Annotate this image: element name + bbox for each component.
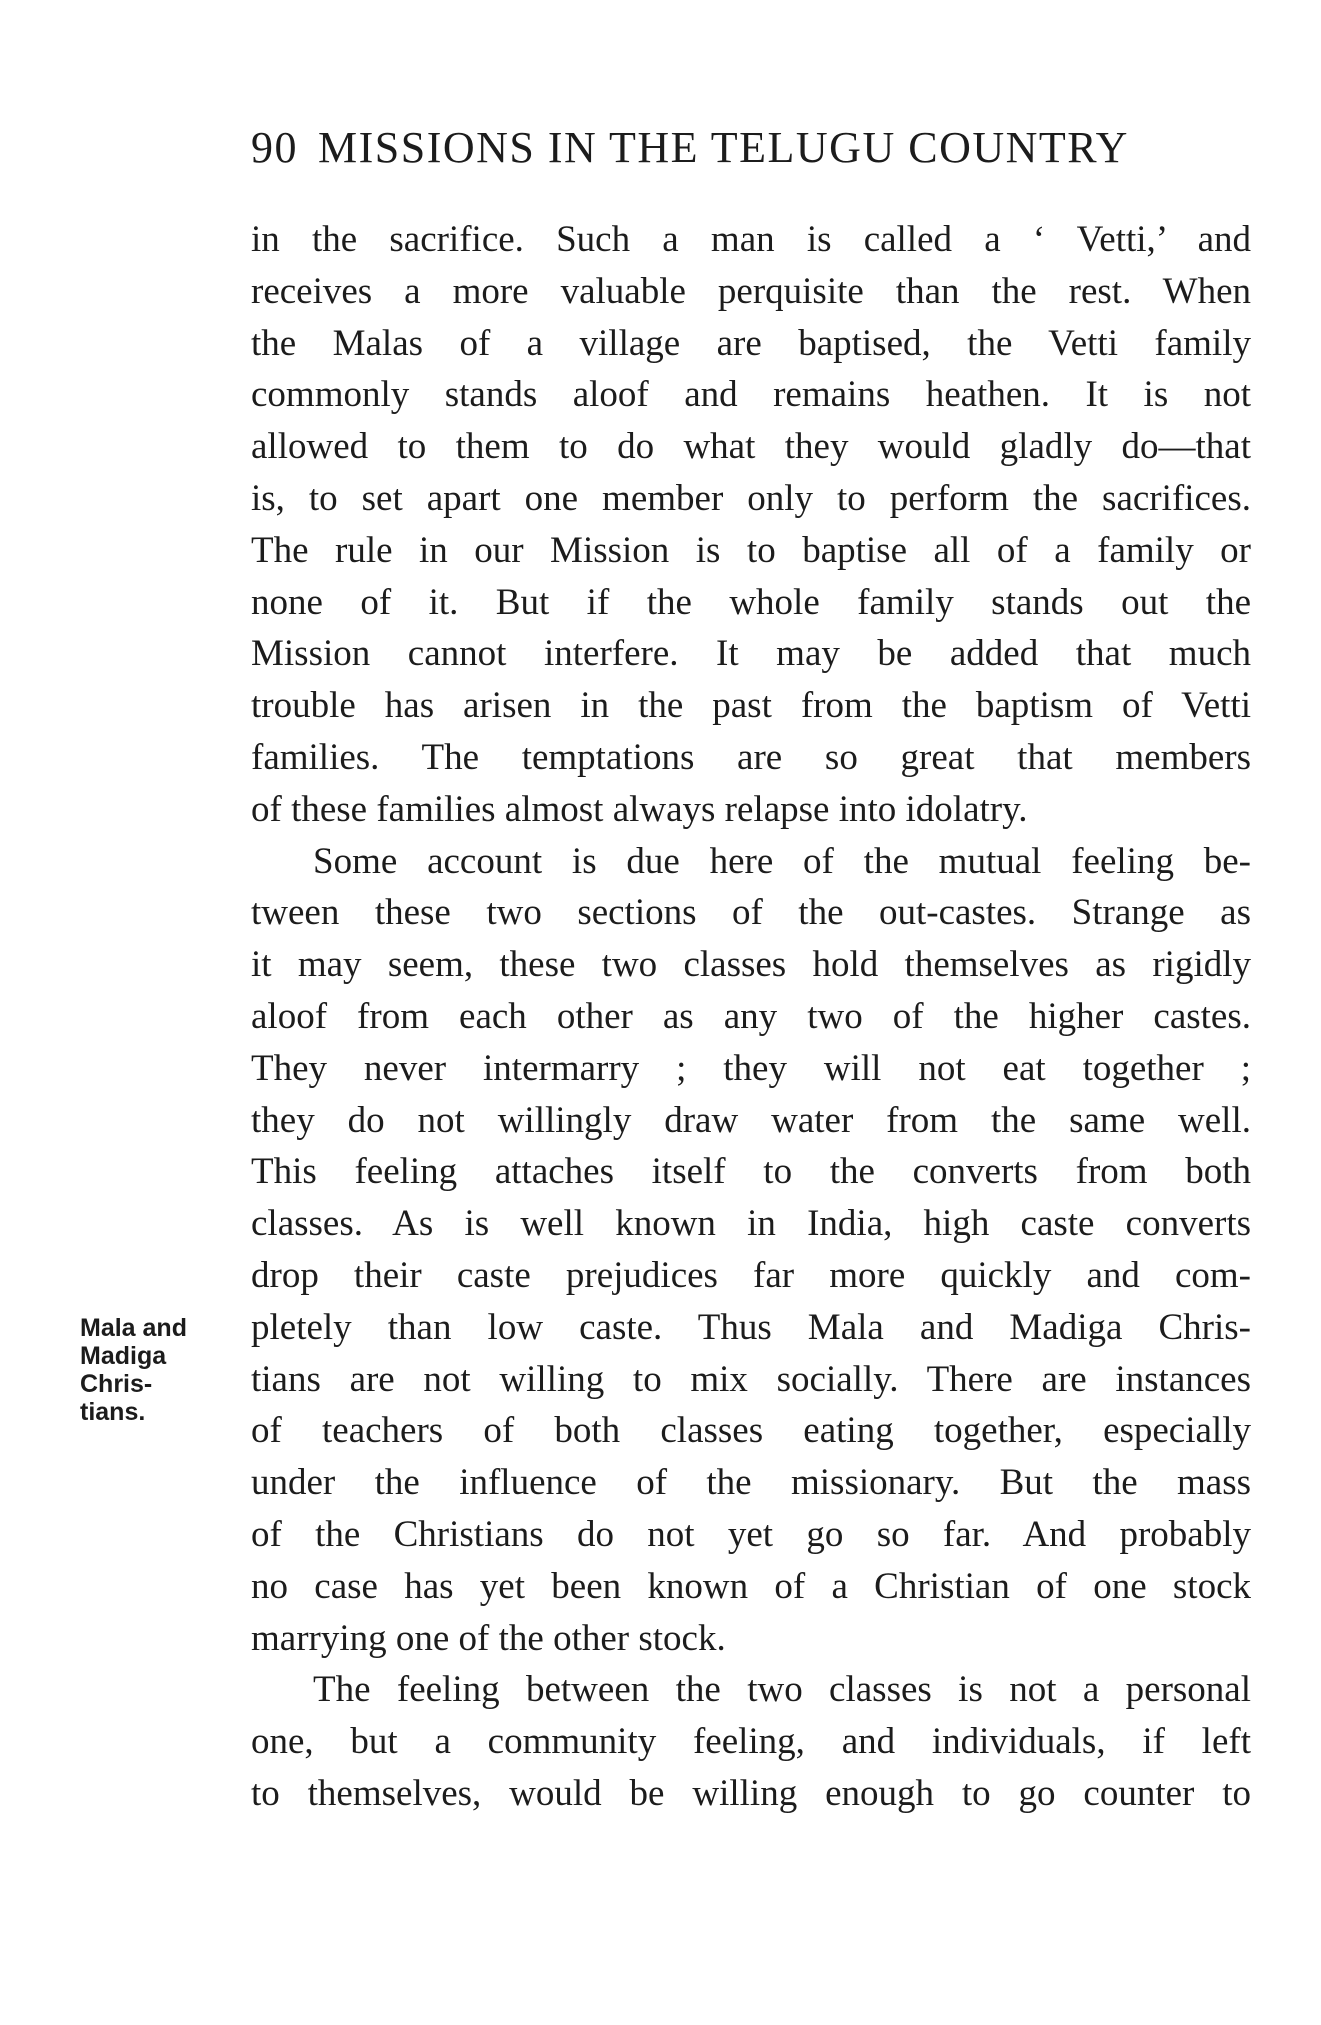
text-line: no case has yet been known of a Christian of one stock <box>251 1565 1251 1607</box>
text-line: allowed to them to do what they would gladly do—that <box>251 426 1251 468</box>
text-line: This feeling attaches itself to the converts from both <box>251 1151 1251 1193</box>
text-line: to themselves, would be willing enough to go counter to <box>251 1772 1251 1814</box>
text-line: under the influence of the missionary. But the mass <box>251 1462 1251 1504</box>
text-line: Mission cannot interfere. It may be added that much <box>251 633 1251 675</box>
text-line: they do not willingly draw water from the same well. <box>251 1099 1251 1141</box>
text-line: drop their caste prejudices far more quickly and com- <box>251 1254 1251 1296</box>
margin-note <box>80 1314 232 1426</box>
text-line: They never intermarry ; they will not eat together ; <box>251 1047 1251 1089</box>
text-line: pletely than low caste. Thus Mala and Madiga Chris- <box>251 1306 1251 1348</box>
text-line: it may seem, these two classes hold themselves as rigidly <box>251 944 1251 986</box>
text-line: tians are not willing to mix socially. There are instances <box>251 1358 1251 1400</box>
body-text <box>251 214 1251 1820</box>
margin-note-line: Madiga <box>80 1342 167 1370</box>
text-line: of teachers of both classes eating together, especially <box>251 1410 1251 1452</box>
text-line: marrying one of the other stock. <box>251 1617 726 1659</box>
text-line: The rule in our Mission is to baptise all of a family or <box>251 529 1251 571</box>
text-line: trouble has arisen in the past from the baptism of Vetti <box>251 685 1251 727</box>
text-line: classes. As is well known in India, high caste converts <box>251 1203 1251 1245</box>
margin-note-line: Chris- <box>80 1370 153 1398</box>
text-line: is, to set apart one member only to perform the sacrifices. <box>251 477 1251 519</box>
margin-note-line: tians. <box>80 1398 146 1426</box>
page-number: 90 <box>251 123 298 172</box>
text-line: tween these two sections of the out-castes. Strange as <box>251 892 1251 934</box>
text-line: commonly stands aloof and remains heathen. It is not <box>251 374 1251 416</box>
text-line: the Malas of a village are baptised, the Vetti family <box>251 322 1251 364</box>
running-title: MISSIONS IN THE TELUGU COUNTRY <box>318 123 1129 172</box>
text-line: one, but a community feeling, and individuals, if left <box>251 1721 1251 1763</box>
text-line: none of it. But if the whole family stands out the <box>251 581 1251 623</box>
text-line: of these families almost always relapse into idolatry. <box>251 788 1028 830</box>
text-line: in the sacrifice. Such a man is called a ‘ Vetti,’ and <box>251 219 1251 260</box>
running-head <box>251 123 1251 172</box>
text-line: The feeling between the two classes is not a personal <box>313 1669 1251 1711</box>
text-line: of the Christians do not yet go so far. And probably <box>251 1513 1251 1555</box>
text-line: families. The temptations are so great that members <box>251 736 1251 778</box>
margin-note-line: Mala and <box>80 1314 187 1342</box>
text-line: aloof from each other as any two of the higher castes. <box>251 995 1251 1037</box>
text-line: receives a more valuable perquisite than the rest. When <box>251 270 1251 312</box>
text-line: Some account is due here of the mutual feeling be- <box>313 840 1251 882</box>
